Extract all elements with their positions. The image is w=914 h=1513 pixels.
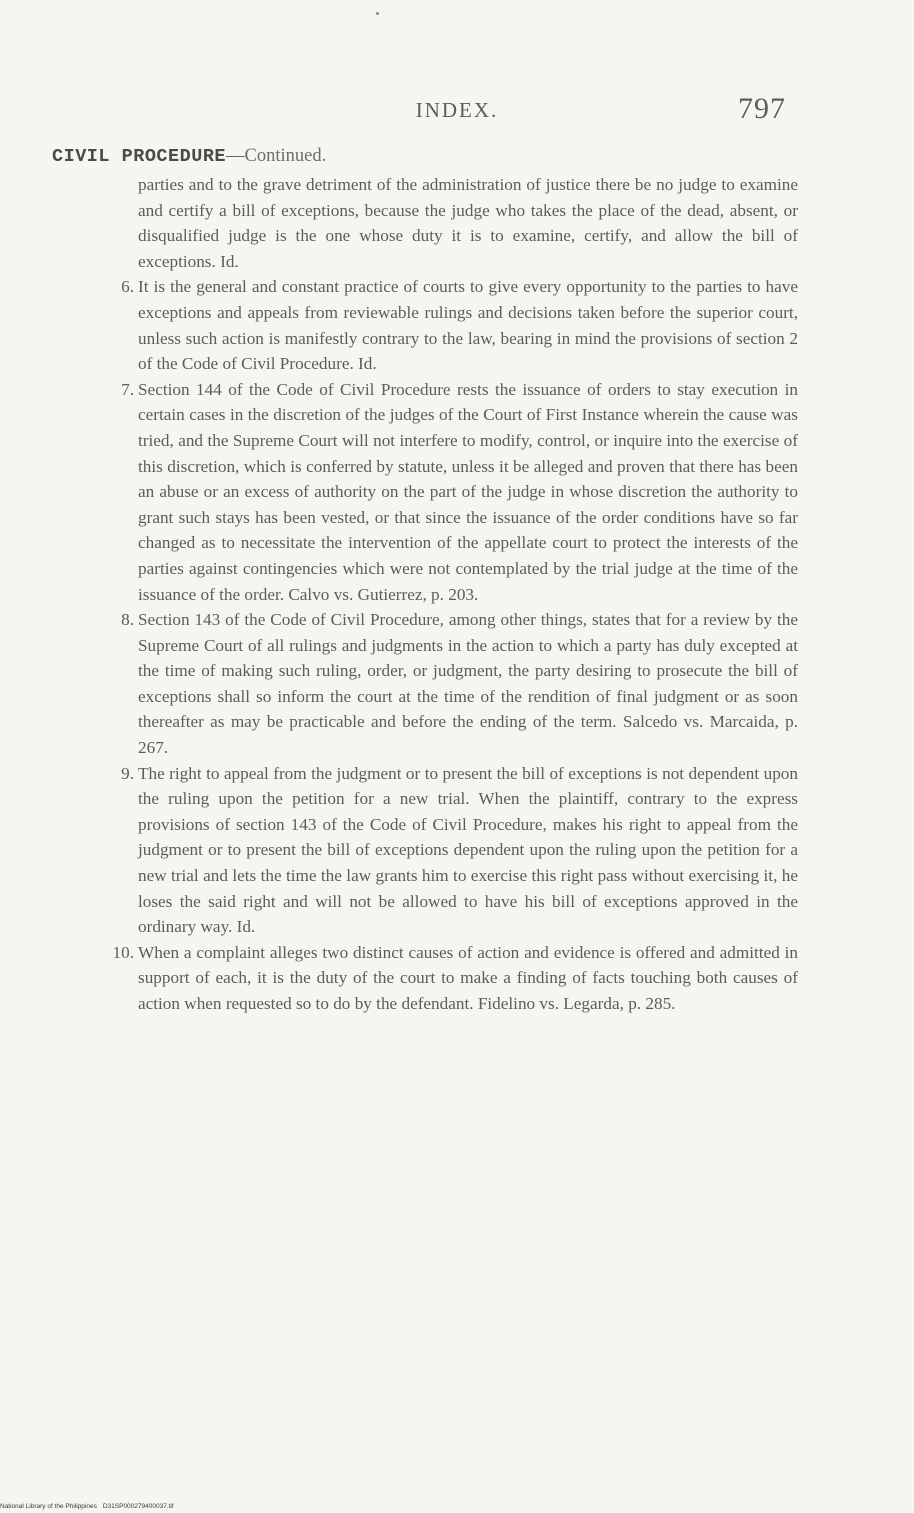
- entry-number: 10.: [112, 942, 134, 962]
- entry-text: Section 143 of the Code of Civil Procedure, among other things, states that for a review by the Supreme Court of all rulings and judgments in the action to which a party has duly excepted at the time of making such ruling, order, or judgment, the party desiring to prosecute the bill of exceptions shall so inform the court at the time of the rendition of final judgment or as soon thereafter as may be practicable and before the ending of the term. Salcedo vs. Marcaida, p. 267.: [138, 610, 798, 758]
- index-entry: [90, 761, 798, 940]
- section-continued: —Continued.: [226, 146, 327, 166]
- entry-text: When a complaint alleges two distinct causes of action and evidence is offered and admitted in support of each, it is the duty of the court to make a finding of facts touching both causes of action when requested so to do by the defendant. Fidelino vs. Legarda, p. 285.: [138, 942, 798, 1013]
- speck-mark: [376, 12, 379, 15]
- index-entry: [90, 607, 798, 761]
- library-credit: National Library of the Philippines: [0, 1503, 97, 1510]
- entry-number: 9.: [121, 763, 134, 783]
- scan-credit: [0, 1503, 174, 1510]
- section-title: CIVIL PROCEDURE: [52, 146, 227, 167]
- running-header: INDEX.: [415, 98, 499, 122]
- entry-text: parties and to the grave detriment of the administration of justice there be no judge to examine and certify a bill of exceptions, because the judge who takes the place of the dead, absent, or disqualified judge is the one whose duty it is to examine, certify, and allow the bill of exceptions. Id.: [138, 175, 798, 271]
- index-entry: [90, 274, 798, 376]
- entry-text: The right to appeal from the judgment or to present the bill of exceptions is not dependent upon the ruling upon the petition for a new trial. When the plaintiff, contrary to the express provisions of section 143 of the Code of Civil Procedure, makes his right to appeal from the judgment or to present the bill of exceptions dependent upon the ruling upon the petition for a new trial and lets the time the law grants him to exercise this right pass without exercising it, he loses the said right and will not be allowed to have his bill of exceptions approved in the ordinary way. Id.: [138, 763, 798, 937]
- entry-text: It is the general and constant practice of courts to give every opportunity to the parties to have exceptions and appeals from reviewable rulings and decisions taken before the superior court, unless such action is manifestly contrary to the law, bearing in mind the provisions of section 2 of the Code of Civil Procedure. Id.: [138, 277, 798, 374]
- page-number: 797: [738, 92, 786, 125]
- section-heading: [52, 146, 326, 167]
- entry-number: 6.: [121, 277, 134, 297]
- index-entries: [90, 172, 798, 1017]
- entry-number: 7.: [121, 379, 134, 399]
- entry-text: Section 144 of the Code of Civil Procedure rests the issuance of orders to stay execution in certain cases in the discretion of the judges of the Court of First Instance wherein the cause was tried, and the Supreme Court will not interfere to modify, control, or inquire into the exercise of this discretion, which is conferred by statute, unless it be alleged and proven that there has been an abuse or an excess of authority on the part of the judge in whose discretion the authority to grant such stays has been vested, or that since the issuance of the order conditions have so far changed as to necessitate the intervention of the appellate court to protect the interests of the parties against contingencies which were not contemplated by the trial judge at the time of the issuance of the order. Calvo vs. Gutierrez, p. 203.: [138, 379, 798, 604]
- entry-number: 8.: [121, 610, 134, 630]
- scan-code: D31SP000279400037.tif: [102, 1503, 174, 1510]
- index-entry: [90, 377, 798, 607]
- index-entry: [90, 940, 798, 1017]
- index-entry: [90, 172, 798, 274]
